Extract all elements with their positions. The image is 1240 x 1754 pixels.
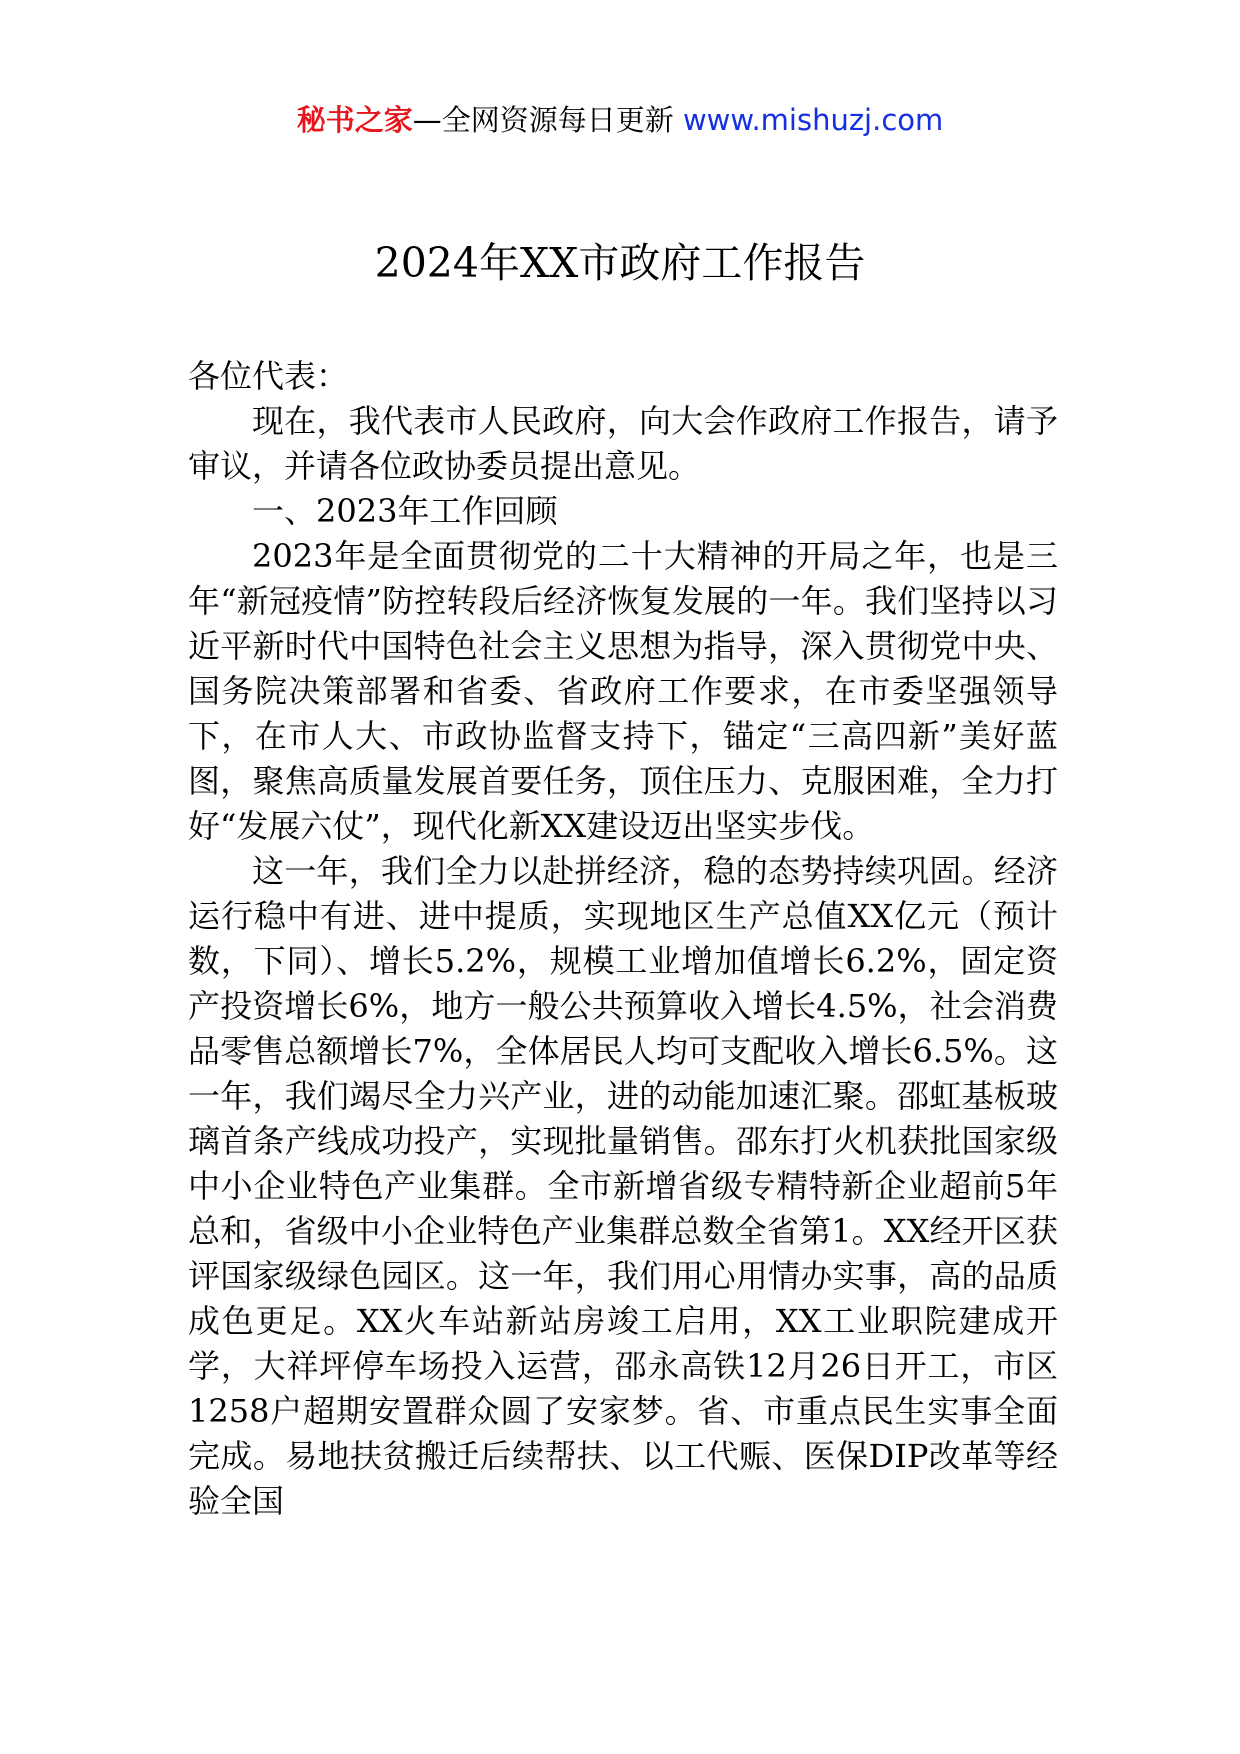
paragraph-overview: 2023年是全面贯彻党的二十大精神的开局之年，也是三年“新冠疫情”防控转段后经济恢复发展的一年。我们坚持以习近平新时代中国特色社会主义思想为指导，深入贯彻党中央、国务院决策部署和省委、省政府工作要求，在市委坚强领导下，在市人大、市政协监督支持下，锚定“三高四新”美好蓝图，聚焦高质量发展首要任务，顶住压力、克服困难，全力打好“发展六仗”，现代化新XX建设迈出坚实步伐。: [188, 537, 1058, 845]
document-title: 2024年XX市政府工作报告: [374, 239, 866, 287]
site-brand: 秘书之家: [296, 103, 413, 137]
paragraph-achievements: 这一年，我们全力以赴拼经济，稳的态势持续巩固。经济运行稳中有进、进中提质，实现地区生产总值XX亿元（预计数，下同）、增长5.2%，规模工业增加值增长6.2%，固定资产投资增长6%，地方一般公共预算收入增长4.5%，社会消费品零售总额增长7%，全体居民人均可支配收入增长6.5%。这一年，我们竭尽全力兴产业，进的动能加速汇聚。邵虹基板玻璃首条产线成功投产，实现批量销售。邵东打火机获批国家级中小企业特色产业集群。全市新增省级专精特新企业超前5年总和，省级中小企业特色产业集群总数全省第1。XX经开区获评国家级绿色园区。这一年，我们用心用情办实事，高的品质成色更足。XX火车站新站房竣工启用，XX工业职院建成开学，大祥坪停车场投入运营，邵永高铁12月26日开工，市区1258户超期安置群众圆了安家梦。省、市重点民生实事全面完成。易地扶贫搬迁后续帮扶、以工代赈、医保DIP改革等经验全国: [188, 852, 1058, 1520]
document-body: [188, 354, 1058, 1524]
site-slogan: —全网资源每日更新: [412, 103, 674, 137]
paragraph-intro: 现在，我代表市人民政府，向大会作政府工作报告，请予审议，并请各位政协委员提出意见。: [188, 402, 1058, 485]
site-url-link[interactable]: www.mishuzj.com: [682, 103, 944, 137]
salutation: 各位代表：: [188, 357, 349, 395]
site-header: [0, 100, 1240, 140]
section-heading: 一、2023年工作回顾: [252, 492, 558, 530]
